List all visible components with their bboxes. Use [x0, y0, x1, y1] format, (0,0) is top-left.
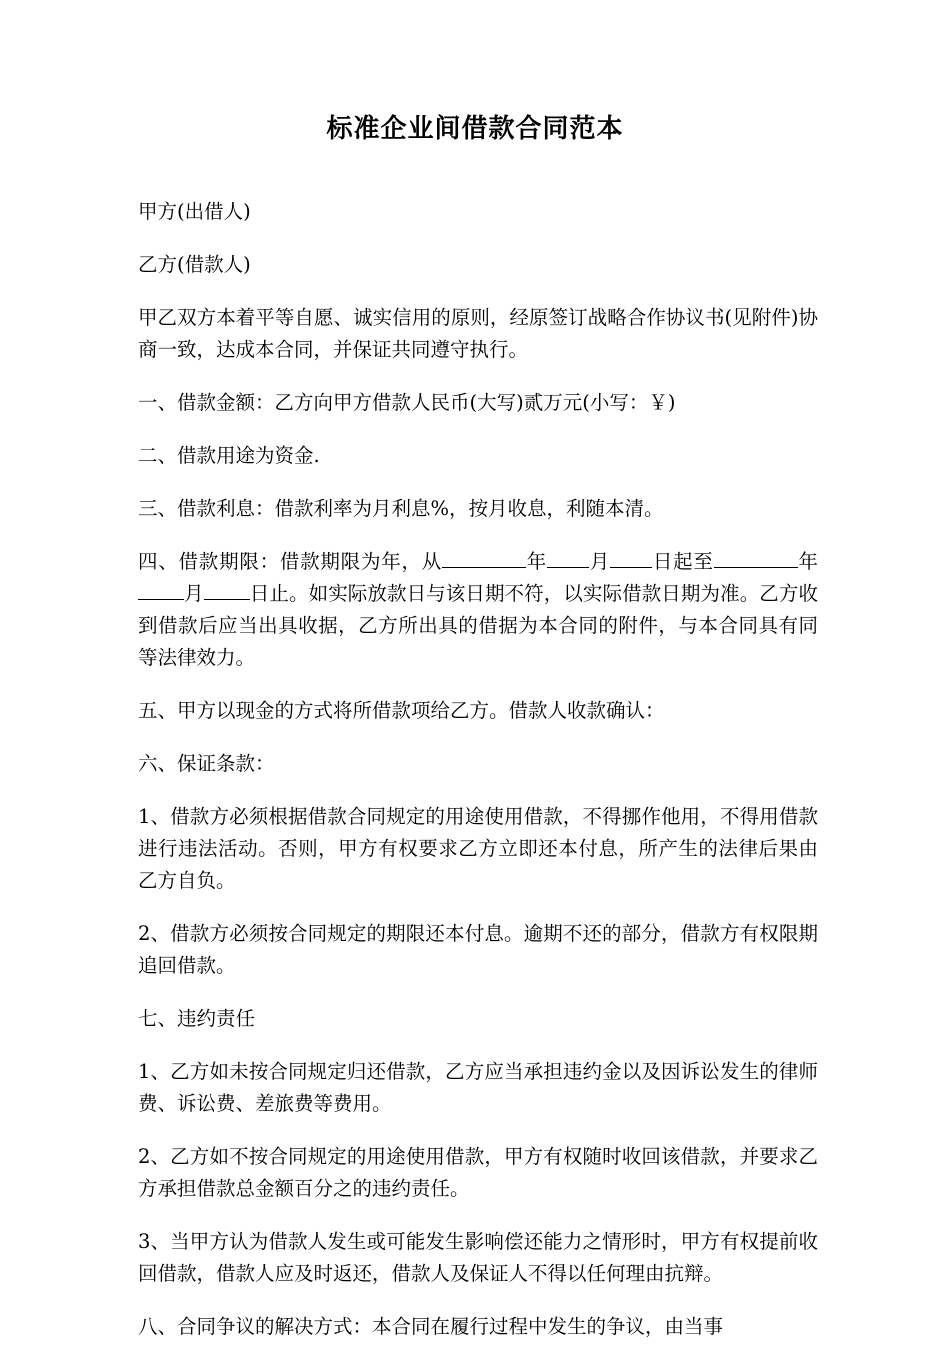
clause-7-item-1: 1、乙方如未按合同规定归还借款，乙方应当承担违约金以及因诉讼发生的律师费、诉讼费、差旅费等费用。: [138, 1060, 818, 1115]
blank-start-year: [442, 547, 526, 568]
clause-6-item-1: 1、借款方必须根据借款合同规定的用途使用借款，不得挪作他用，不得用借款进行违法活动。否则，甲方有权要求乙方立即还本付息，所产生的法律后果由乙方自负。: [138, 805, 818, 892]
clause-4-year-2: 年: [797, 550, 818, 573]
clause-4-year-1: 年: [526, 550, 548, 573]
blank-start-month: [547, 547, 589, 568]
clause-3-interest: 三、借款利息：借款利率为月利息%，按月收息，利随本清。: [138, 497, 664, 520]
clause-7-heading: 七、违约责任: [138, 1007, 256, 1030]
clause-4-rest: 如实际放款日与该日期不符，以实际借款日期为准。乙方收到借款后应当出具收据，乙方所出具的借据为本合同的附件，与本合同具有同等法律效力。: [138, 582, 818, 669]
party-a-line: 甲方(出借人): [138, 200, 251, 223]
clause-6-heading: 六、保证条款：: [138, 752, 275, 775]
party-b-line: 乙方(借款人): [138, 253, 251, 276]
clause-8-dispute: 八、合同争议的解决方式：本合同在履行过程中发生的争议，由当事: [138, 1315, 724, 1338]
blank-end-year-part1: [714, 547, 756, 568]
blank-end-month: [138, 579, 184, 600]
blank-end-day: [204, 579, 250, 600]
blank-start-day: [610, 547, 652, 568]
clause-4-day-from: 日起至: [652, 550, 714, 573]
document-title: 标准企业间借款合同范本: [326, 114, 624, 144]
clause-2-purpose: 二、借款用途为资金.: [138, 444, 320, 467]
clause-4-prefix: 四、借款期限：借款期限为年，从: [138, 550, 443, 573]
clause-4-term: [138, 546, 818, 674]
clause-4-month-1: 月: [589, 550, 611, 573]
clause-4-day-to: 日止。: [249, 582, 309, 605]
blank-end-year-part2: [756, 547, 798, 568]
document-body: [138, 196, 818, 1364]
preamble-paragraph: 甲乙双方本着平等自愿、诚实信用的原则，经原签订战略合作协议书(见附件)协商一致，达成本合同，并保证共同遵守执行。: [138, 306, 818, 361]
clause-1-amount: 一、借款金额：乙方向甲方借款人民币(大写)贰万元(小写：￥): [138, 391, 676, 414]
clause-6-item-2: 2、借款方必须按合同规定的期限还本付息。逾期不还的部分，借款方有权限期追回借款。: [138, 922, 818, 977]
clause-7-item-2: 2、乙方如不按合同规定的用途使用借款，甲方有权随时收回该借款，并要求乙方承担借款总金额百分之的违约责任。: [138, 1145, 818, 1200]
clause-7-item-3: 3、当甲方认为借款人发生或可能发生影响偿还能力之情形时，甲方有权提前收回借款，借款人应及时返还，借款人及保证人不得以任何理由抗辩。: [138, 1230, 818, 1285]
clause-5-payment: 五、甲方以现金的方式将所借款项给乙方。借款人收款确认：: [138, 699, 665, 722]
clause-4-month-2: 月: [184, 582, 204, 605]
